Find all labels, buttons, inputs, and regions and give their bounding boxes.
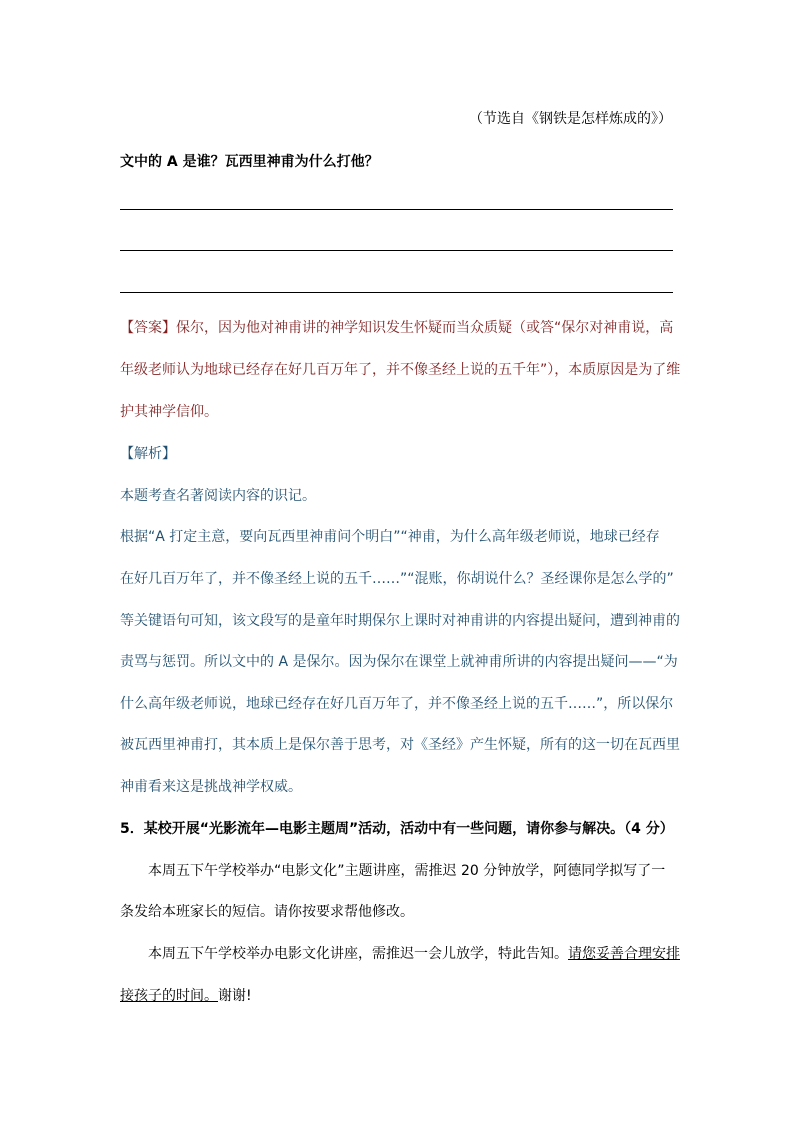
sms-draft-line-2 (120, 985, 252, 1005)
analysis-line: 根据“A 打定主意，要向瓦西里神甫问个明白”“神甫，为什么高年级老师说，地球已经存 (120, 529, 660, 545)
sms-draft-underlined-text: 请您妥善合理安排 (568, 946, 680, 962)
answer-line-text: 年级老师认为地球已经存在好几百万年了，并不像圣经上说的五千年”），本质原因是为了维 (120, 362, 681, 378)
sms-draft-plain-text: 谢谢! (218, 988, 252, 1004)
analysis-line: 等关键语句可知，该文段写的是童年时期保尔上课时对神甫讲的内容提出疑问，遭到神甫的 (120, 613, 680, 629)
question-5-title: 5．某校开展“光影流年—电影主题周”活动，活动中有一些问题，请你参与解决。（4 分） (120, 821, 674, 837)
answer-line-2 (120, 250, 673, 251)
answer-line-text: 【答案】保尔，因为他对神甫讲的神学知识发生怀疑而当众质疑（或答“保尔对神甫说，高 (120, 320, 674, 336)
analysis-line: 什么高年级老师说，地球已经存在好几百万年了，并不像圣经上说的五千……”，所以保尔 (120, 696, 674, 712)
answer-line-text: 护其神学信仰。 (120, 404, 218, 420)
answer-line-3 (120, 292, 673, 293)
question: 文中的 A 是谁？瓦西里神甫为什么打他？ (120, 154, 379, 170)
analysis-line: 神甫看来这是挑战神学权威。 (120, 779, 302, 795)
analysis-line: 被瓦西里神甫打，其本质上是保尔善于思考，对《圣经》产生怀疑，所有的这一切在瓦西里 (120, 737, 680, 753)
question-5-paragraph-1: 本周五下午学校举办“电影文化”主题讲座，需推迟 20 分钟放学，阿德同学拟写了一 (148, 863, 666, 879)
analysis-line: 在好几百万年了，并不像圣经上说的五千……”“混账，你胡说什么？圣经课你是怎么学的” (120, 571, 674, 587)
analysis-intro: 本题考查名著阅读内容的识记。 (120, 488, 316, 504)
answer-line-1 (120, 209, 673, 210)
sms-draft-underlined-text: 接孩子的时间。 (120, 988, 218, 1004)
source-note: （节选自《钢铁是怎样炼成的》） (469, 111, 672, 127)
analysis-heading: 【解析】 (120, 446, 176, 462)
sms-draft-line-1 (148, 943, 680, 963)
analysis-line: 责骂与惩罚。所以文中的 A 是保尔。因为保尔在课堂上就神甫所讲的内容提出疑问——“为 (120, 654, 678, 670)
question-5-paragraph-1-continued: 条发给本班家长的短信。请你按要求帮他修改。 (120, 904, 414, 920)
sms-draft-plain-text: 本周五下午学校举办电影文化讲座，需推迟一会儿放学，特此告知。 (148, 946, 568, 962)
